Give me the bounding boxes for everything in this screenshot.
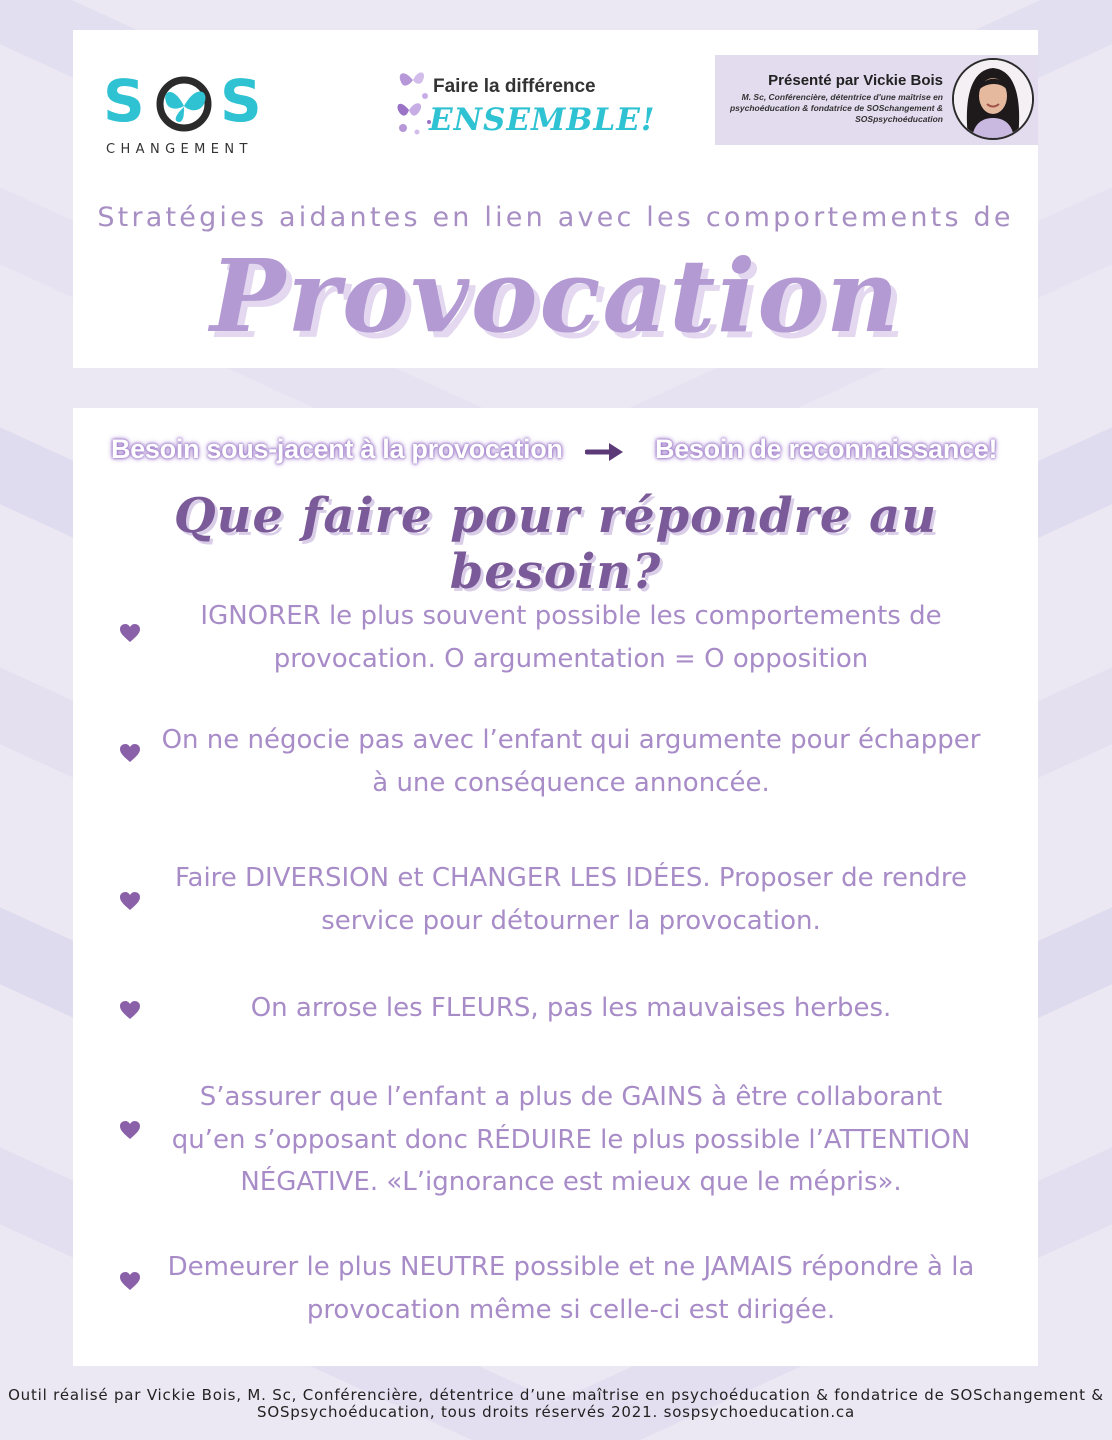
presenter-description: M. Sc, Conférencière, détentrice d'une maîtrise en psychoéducation & fondatrice de SOSchangement & SOSpsychoéducation	[729, 92, 943, 124]
list-item	[73, 719, 1038, 809]
heart-icon	[119, 623, 141, 643]
list-item	[73, 1076, 1038, 1206]
list-item-text: S’assurer que l’enfant a plus de GAINS à être collaborant qu’en s’opposant donc RÉDUIRE le plus possible l’ATTENTION NÉGATIVE. «L’ignorance est mieux que le mépris».	[171, 1082, 971, 1197]
heart-icon	[119, 1000, 141, 1020]
need-value: Besoin de reconnaissance!	[655, 434, 998, 464]
presenter-box	[715, 55, 1038, 145]
sos-changement-logo	[103, 68, 278, 158]
footer-credit: Outil réalisé par Vickie Bois, M. Sc, Conférencière, détentrice d’une maîtrise en psychoéducation & fondatrice de SOSchangement & SOSpsychoéducation, tous droits réservés 2021. sospsychoeducation.ca	[8, 1386, 1104, 1421]
header-subtitle: Stratégies aidantes en lien avec les comportements de	[97, 202, 1014, 233]
heart-icon	[119, 743, 141, 763]
campaign-line2: ENSEMBLE!	[429, 102, 656, 138]
page-title: Provocation	[210, 237, 901, 355]
heart-icon	[119, 891, 141, 911]
list-item-text: On ne négocie pas avec l’enfant qui argumente pour échapper à une conséquence annoncée.	[161, 725, 981, 798]
list-item	[73, 857, 1038, 947]
logo-letter: S	[103, 67, 145, 135]
arrow-right-icon	[585, 440, 627, 464]
butterfly-icon	[156, 76, 212, 132]
campaign-line1: Faire la différence	[433, 76, 596, 97]
presenter-photo	[954, 60, 1032, 138]
list-item-text: Demeurer le plus NEUTRE possible et ne JAMAIS répondre à la provocation même si celle-ci est dirigée.	[167, 1252, 975, 1325]
section-heading: Que faire pour répondre au besoin?	[173, 488, 938, 600]
list-item	[73, 987, 1038, 1033]
campaign-badge	[395, 64, 656, 144]
list-item-text: On arrose les FLEURS, pas les mauvaises herbes.	[250, 993, 892, 1023]
need-label: Besoin sous-jacent à la provocation	[111, 434, 563, 464]
heart-icon	[119, 1271, 141, 1291]
content-card	[73, 408, 1038, 1366]
logo-letter: S	[220, 67, 262, 135]
header-card	[73, 30, 1038, 368]
list-item-text: Faire DIVERSION et CHANGER LES IDÉES. Proposer de rendre service pour détourner la provocation.	[174, 863, 968, 936]
logo-subtitle: CHANGEMENT	[106, 142, 253, 157]
presenter-name: Présenté par Vickie Bois	[768, 72, 943, 89]
heart-icon	[119, 1120, 141, 1140]
need-row	[73, 430, 1038, 470]
list-item	[73, 1246, 1038, 1336]
presenter-avatar	[952, 58, 1034, 140]
list-item-text: IGNORER le plus souvent possible les comportements de provocation. O argumentation = O opposition	[200, 601, 942, 674]
list-item	[73, 595, 1038, 685]
